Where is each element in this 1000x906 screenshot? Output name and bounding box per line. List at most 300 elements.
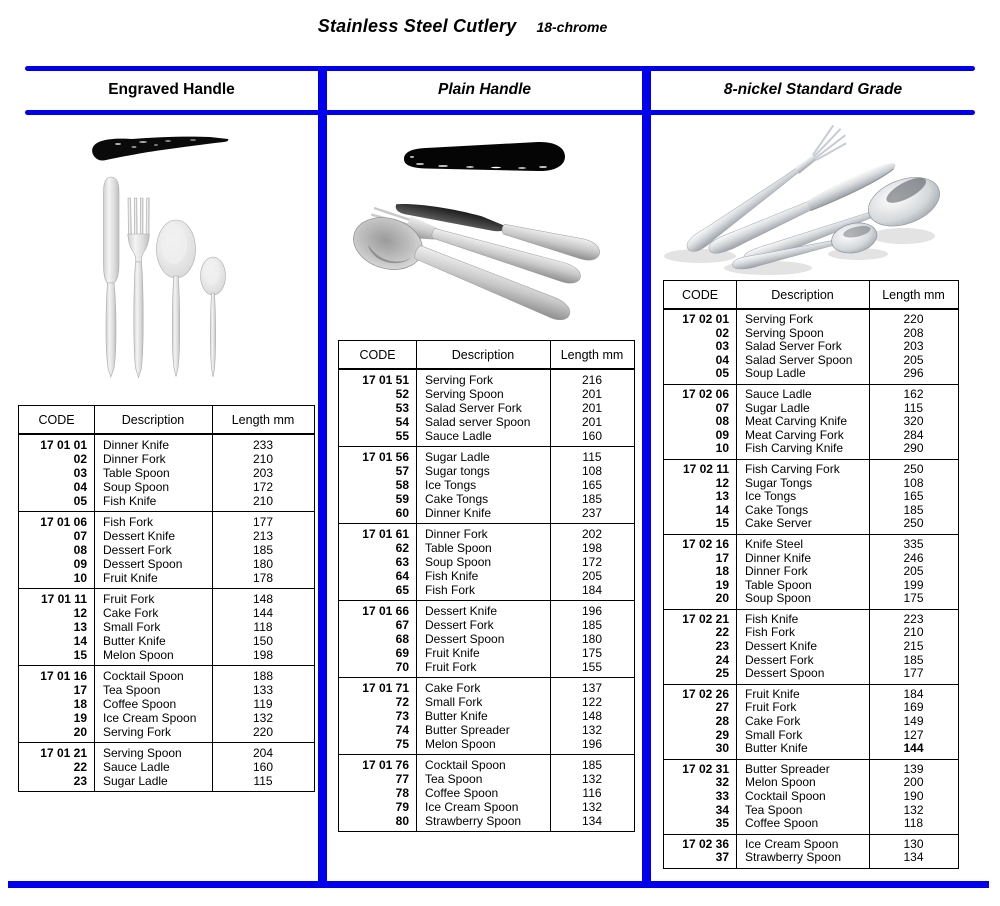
- description-cell: Tea Spoon: [103, 683, 161, 697]
- length-cell: 203: [252, 466, 274, 480]
- description-cell: Cake Tongs: [425, 492, 489, 506]
- description-cell: Cake Fork: [103, 606, 159, 620]
- length-cell: 115: [582, 450, 602, 464]
- table-group: [339, 754, 634, 831]
- description-cell: Dinner Fork: [103, 452, 166, 466]
- table-row: [664, 763, 958, 777]
- description-cell: Small Fork: [745, 727, 803, 742]
- table-row: [664, 367, 958, 381]
- description-cell: Soup Spoon: [745, 591, 812, 606]
- description-cell: Butter Spreader: [425, 723, 510, 737]
- description-cell: Butter Knife: [425, 709, 488, 723]
- top-rule: [25, 66, 975, 71]
- description-cell: Soup Ladle: [745, 366, 806, 381]
- code-cell: 58: [395, 478, 409, 492]
- table-row: [664, 354, 958, 368]
- length-cell: 132: [581, 723, 603, 737]
- length-cell: 149: [903, 714, 924, 729]
- length-cell: 122: [581, 695, 603, 709]
- length-cell: 210: [252, 452, 274, 466]
- description-cell: Serving Spoon: [103, 746, 182, 760]
- length-cell: 250: [903, 516, 924, 531]
- length-cell: 284: [903, 427, 924, 442]
- table-group: [664, 310, 958, 384]
- description-cell: Coffee Spoon: [425, 786, 499, 800]
- code-cell: 19: [715, 577, 729, 592]
- description-cell: Fruit Knife: [745, 686, 800, 701]
- table-row: [664, 592, 958, 606]
- table-group: [664, 834, 958, 868]
- description-cell: Fish Fork: [745, 625, 796, 640]
- length-cell: 184: [903, 686, 924, 701]
- code-cell: 52: [395, 387, 409, 401]
- description-cell: Fruit Fork: [103, 592, 155, 606]
- table-row: [664, 552, 958, 566]
- table-spoon-icon: [157, 220, 196, 377]
- table-row: [664, 463, 958, 477]
- table-row: [664, 565, 958, 579]
- length-cell: 203: [903, 339, 924, 354]
- table-row: [339, 583, 634, 597]
- description-cell: Sugar Ladle: [745, 400, 810, 415]
- table-row: [339, 618, 634, 632]
- description-cell: Fish Knife: [103, 494, 157, 508]
- table-row: [19, 711, 314, 725]
- length-cell: 165: [903, 489, 924, 504]
- description-cell: Serving Fork: [103, 725, 172, 739]
- code-cell: 07: [73, 529, 87, 543]
- table-row: [339, 429, 634, 443]
- length-cell: 185: [581, 618, 603, 632]
- code-cell: 12: [715, 475, 729, 490]
- table-row: [339, 660, 634, 674]
- length-cell: 185: [581, 758, 603, 772]
- table-row: [19, 529, 314, 543]
- description-cell: Dinner Knife: [745, 550, 812, 565]
- table-row: [19, 774, 314, 788]
- code-cell: 17 02 16: [682, 536, 729, 551]
- length-cell: 180: [252, 557, 274, 571]
- engraved-cutlery-set-image: [88, 172, 238, 384]
- code-cell: 33: [715, 789, 729, 803]
- description-cell: Melon Spoon: [103, 648, 174, 662]
- table-row: [19, 571, 314, 585]
- code-cell: 17 02 31: [682, 761, 729, 776]
- table-row: [664, 504, 958, 518]
- length-cell: 190: [903, 789, 924, 803]
- code-cell: 17 02 26: [682, 686, 729, 701]
- length-cell: 150: [252, 634, 274, 648]
- length-cell: 205: [581, 569, 603, 583]
- table-row: [339, 506, 634, 520]
- length-cell: 237: [581, 506, 603, 520]
- table-row: [339, 464, 634, 478]
- table-row: [339, 695, 634, 709]
- table-row: [664, 626, 958, 640]
- length-cell: 320: [903, 414, 924, 429]
- table-group: [339, 677, 634, 754]
- table-row: [664, 742, 958, 756]
- description-cell: Serving Spoon: [425, 387, 504, 401]
- table-row: [339, 814, 634, 828]
- table-row: [339, 758, 634, 772]
- length-cell: 119: [253, 697, 273, 711]
- table-row: [339, 709, 634, 723]
- code-cell: 17 01 01: [40, 438, 87, 452]
- table-row: [339, 387, 634, 401]
- description-cell: Dessert Knife: [745, 639, 818, 654]
- code-cell: 79: [395, 800, 409, 814]
- description-cell: Dessert Spoon: [103, 557, 183, 571]
- table-row: [664, 640, 958, 654]
- description-cell: Sugar Ladle: [425, 450, 490, 464]
- code-cell: 18: [73, 697, 87, 711]
- length-cell: 223: [903, 611, 924, 626]
- code-cell: 07: [715, 400, 729, 415]
- description-cell: Butter Knife: [745, 741, 808, 756]
- code-cell: 17 02 21: [682, 611, 729, 626]
- length-cell: 290: [903, 441, 924, 456]
- code-cell: 27: [715, 700, 729, 715]
- length-cell: 160: [252, 760, 274, 774]
- table-row: [664, 429, 958, 443]
- description-cell: Table Spoon: [425, 541, 492, 555]
- description-cell: Tea Spoon: [425, 772, 483, 786]
- code-cell: 77: [395, 772, 409, 786]
- table-group: [664, 759, 958, 834]
- column-header-cell: Length mm: [231, 412, 295, 427]
- length-cell: 108: [903, 475, 924, 490]
- description-cell: Cake Tongs: [745, 502, 809, 517]
- description-cell: Serving Fork: [745, 312, 814, 326]
- description-cell: Small Fork: [425, 695, 483, 709]
- length-cell: 201: [581, 415, 603, 429]
- description-cell: Ice Tongs: [745, 489, 797, 504]
- code-cell: 17 01 56: [362, 450, 409, 464]
- table-row: [664, 340, 958, 354]
- code-cell: 12: [73, 606, 87, 620]
- table-row: [19, 697, 314, 711]
- length-cell: 205: [903, 564, 924, 579]
- table-row: [664, 654, 958, 668]
- length-cell: 144: [252, 606, 274, 620]
- description-cell: Cake Fork: [745, 714, 801, 729]
- description-cell: Table Spoon: [745, 577, 812, 592]
- table-row: [664, 715, 958, 729]
- code-cell: 15: [715, 516, 729, 531]
- table-row: [664, 613, 958, 627]
- code-cell: 75: [395, 737, 409, 751]
- length-cell: 196: [581, 604, 603, 618]
- description-cell: Dessert Spoon: [745, 666, 825, 681]
- length-cell: 188: [252, 669, 274, 683]
- code-cell: 17 01 21: [40, 746, 87, 760]
- table-group: [19, 742, 314, 791]
- description-cell: Dinner Fork: [745, 564, 808, 579]
- code-cell: 65: [395, 583, 409, 597]
- code-cell: 17 01 51: [362, 373, 409, 387]
- description-cell: Sugar Tongs: [745, 475, 813, 490]
- table-row: [19, 683, 314, 697]
- length-cell: 118: [903, 816, 924, 831]
- code-cell: 17 02 06: [682, 386, 729, 401]
- plain-handle-sketch-icon: [398, 139, 570, 177]
- description-cell: Ice Cream Spoon: [425, 800, 519, 814]
- description-cell: Dessert Fork: [745, 652, 814, 667]
- length-cell: 172: [252, 480, 274, 494]
- code-cell: 17 01 11: [40, 592, 87, 606]
- table-row: [339, 527, 634, 541]
- engraved-handle-sketch-icon: [88, 130, 233, 172]
- length-cell: 130: [903, 836, 924, 851]
- table-header-row: [19, 406, 314, 435]
- length-cell: 175: [903, 591, 924, 606]
- table-header-row: [664, 281, 958, 310]
- code-cell: 17 01 66: [362, 604, 409, 618]
- code-cell: 80: [395, 814, 409, 828]
- length-cell: 177: [252, 515, 274, 529]
- column-header-cell: CODE: [38, 412, 75, 427]
- length-cell: 115: [903, 400, 924, 415]
- table-row: [664, 804, 958, 818]
- length-cell: 185: [903, 502, 924, 517]
- length-cell: 246: [903, 550, 924, 565]
- table-row: [664, 415, 958, 429]
- description-cell: Cocktail Spoon: [103, 669, 184, 683]
- table-group: [664, 459, 958, 534]
- header-band-rule: [25, 110, 975, 115]
- table-row: [339, 737, 634, 751]
- length-cell: 208: [903, 325, 924, 340]
- description-cell: Dinner Knife: [425, 506, 492, 520]
- length-cell: 162: [903, 386, 924, 401]
- table-row: [19, 669, 314, 683]
- length-cell: 198: [252, 648, 274, 662]
- code-cell: 22: [73, 760, 87, 774]
- description-cell: Butter Spreader: [745, 761, 830, 776]
- column-header-cell: Description: [771, 287, 834, 302]
- length-cell: 215: [903, 639, 924, 654]
- code-cell: 62: [395, 541, 409, 555]
- description-cell: Serving Spoon: [745, 325, 824, 340]
- table-row: [19, 543, 314, 557]
- code-cell: 68: [395, 632, 409, 646]
- table-row: [19, 648, 314, 662]
- table-row: [19, 634, 314, 648]
- table-row: [339, 681, 634, 695]
- length-cell: 201: [581, 401, 603, 415]
- description-cell: Fruit Fork: [425, 660, 477, 674]
- code-cell: 28: [715, 714, 729, 729]
- table-row: [339, 800, 634, 814]
- table-group: [664, 534, 958, 609]
- table-group: [339, 600, 634, 677]
- table-row: [664, 729, 958, 743]
- length-cell: 108: [581, 464, 603, 478]
- description-cell: Soup Spoon: [103, 480, 170, 494]
- description-cell: Sauce Ladle: [745, 386, 812, 401]
- description-cell: Fish Fork: [425, 583, 476, 597]
- bottom-rule: [8, 881, 989, 888]
- column-header-cell: Description: [451, 347, 515, 362]
- page-subtitle: 18-chrome: [536, 19, 608, 35]
- table-row: [19, 494, 314, 508]
- table-row: [664, 688, 958, 702]
- table-group: [19, 588, 314, 665]
- table-row: [664, 477, 958, 491]
- table-row: [664, 667, 958, 681]
- length-cell: 213: [252, 529, 274, 543]
- description-cell: Sauce Ladle: [103, 760, 170, 774]
- length-cell: 210: [252, 494, 274, 508]
- code-cell: 57: [395, 464, 409, 478]
- code-cell: 09: [73, 557, 87, 571]
- length-cell: 202: [581, 527, 603, 541]
- code-cell: 23: [715, 639, 729, 654]
- length-cell: 144: [903, 741, 924, 756]
- description-cell: Soup Spoon: [425, 555, 492, 569]
- code-cell: 34: [715, 802, 729, 817]
- code-cell: 30: [715, 741, 729, 756]
- description-cell: Fish Knife: [425, 569, 479, 583]
- code-cell: 20: [715, 591, 729, 606]
- code-cell: 20: [73, 725, 87, 739]
- description-cell: Salad Server Fork: [425, 401, 522, 415]
- table-row: [19, 746, 314, 760]
- description-cell: Tea Spoon: [745, 802, 803, 817]
- code-cell: 02: [73, 452, 87, 466]
- length-cell: 220: [252, 725, 274, 739]
- description-cell: Cocktail Spoon: [745, 789, 826, 803]
- table-header-row: [339, 341, 634, 370]
- length-cell: 185: [903, 652, 924, 667]
- table-row: [339, 478, 634, 492]
- code-cell: 35: [715, 816, 729, 831]
- table-row: [664, 538, 958, 552]
- code-cell: 32: [715, 775, 729, 790]
- code-cell: 17 01 76: [362, 758, 409, 772]
- length-cell: 127: [903, 727, 924, 742]
- length-cell: 185: [581, 492, 603, 506]
- description-cell: Strawberry Spoon: [425, 814, 522, 828]
- length-cell: 133: [252, 683, 274, 697]
- description-cell: Salad server Spoon: [425, 415, 531, 429]
- length-cell: 148: [581, 709, 603, 723]
- code-cell: 15: [73, 648, 87, 662]
- code-cell: 17: [715, 550, 729, 565]
- length-cell: 172: [581, 555, 603, 569]
- length-cell: 148: [252, 592, 274, 606]
- description-cell: Dessert Spoon: [425, 632, 505, 646]
- column-header-cell: Length mm: [882, 287, 945, 302]
- dinner-knife-icon: [104, 177, 120, 377]
- length-cell: 134: [903, 850, 924, 865]
- length-cell: 118: [253, 620, 273, 634]
- column-divider-1: [318, 66, 327, 888]
- code-cell: 73: [395, 709, 409, 723]
- code-cell: 04: [73, 480, 87, 494]
- length-cell: 200: [903, 775, 924, 790]
- table-row: [339, 569, 634, 583]
- description-cell: Meat Carving Fork: [745, 427, 844, 442]
- length-cell: 116: [582, 786, 602, 800]
- code-cell: 74: [395, 723, 409, 737]
- code-cell: 17 01 16: [40, 669, 87, 683]
- description-cell: Melon Spoon: [745, 775, 816, 790]
- code-cell: 29: [715, 727, 729, 742]
- table-row: [339, 604, 634, 618]
- table-row: [339, 373, 634, 387]
- code-cell: 17 02 11: [682, 461, 729, 476]
- length-cell: 139: [903, 761, 924, 776]
- code-cell: 18: [715, 564, 729, 579]
- length-cell: 137: [581, 681, 603, 695]
- tea-spoon-icon: [201, 257, 226, 377]
- nickel-grade-table: [663, 280, 959, 869]
- length-cell: 296: [903, 366, 924, 381]
- length-cell: 175: [581, 646, 603, 660]
- table-group: [339, 523, 634, 600]
- column-header-plain-handle: Plain Handle: [437, 81, 532, 98]
- length-cell: 115: [253, 774, 273, 788]
- code-cell: 13: [715, 489, 729, 504]
- table-row: [19, 557, 314, 571]
- table-row: [19, 480, 314, 494]
- description-cell: Butter Knife: [103, 634, 166, 648]
- table-row: [664, 388, 958, 402]
- table-row: [19, 438, 314, 452]
- column-header-8-nickel: 8-nickel Standard Grade: [723, 81, 903, 98]
- description-cell: Fish Knife: [745, 611, 799, 626]
- table-group: [19, 511, 314, 588]
- table-row: [339, 632, 634, 646]
- table-row: [339, 786, 634, 800]
- code-cell: 54: [395, 415, 409, 429]
- description-cell: Small Fork: [103, 620, 161, 634]
- description-cell: Coffee Spoon: [103, 697, 177, 711]
- table-row: [339, 555, 634, 569]
- length-cell: 169: [903, 700, 924, 715]
- table-group: [19, 435, 314, 511]
- description-cell: Knife Steel: [745, 536, 804, 551]
- length-cell: 177: [903, 666, 924, 681]
- table-row: [19, 515, 314, 529]
- description-cell: Cocktail Spoon: [425, 758, 506, 772]
- code-cell: 14: [715, 502, 729, 517]
- description-cell: Fruit Knife: [103, 571, 158, 585]
- table-group: [664, 609, 958, 684]
- description-cell: Strawberry Spoon: [745, 850, 842, 865]
- table-group: [339, 370, 634, 446]
- table-row: [664, 313, 958, 327]
- description-cell: Sugar tongs: [425, 464, 490, 478]
- table-row: [664, 402, 958, 416]
- column-header-cell: CODE: [681, 287, 719, 302]
- table-row: [339, 492, 634, 506]
- length-cell: 155: [581, 660, 603, 674]
- engraved-handle-table: [18, 405, 315, 792]
- column-divider-2: [642, 66, 651, 888]
- table-group: [664, 684, 958, 759]
- table-row: [664, 790, 958, 804]
- description-cell: Table Spoon: [103, 466, 170, 480]
- column-header-engraved-handle: Engraved Handle: [108, 81, 235, 98]
- code-cell: 10: [715, 441, 729, 456]
- code-cell: 04: [715, 352, 729, 367]
- description-cell: Sugar Ladle: [103, 774, 168, 788]
- description-cell: Ice Cream Spoon: [745, 836, 839, 851]
- code-cell: 10: [73, 571, 87, 585]
